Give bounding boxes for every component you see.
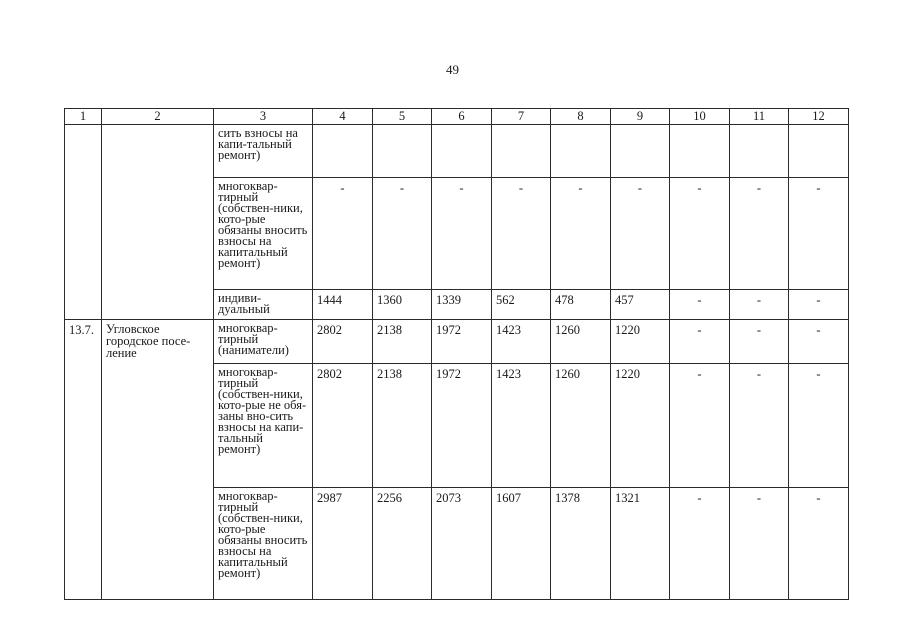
housing-type-cell: многоквар-тирный (собствен-ники, кото-рые не обя-заны вно-сить взносы на капи-тальный ремонт)	[214, 364, 313, 488]
value-cell: 1444	[313, 290, 373, 320]
value-cell: 1378	[551, 488, 611, 600]
value-cell: 1260	[551, 364, 611, 488]
value-cell	[492, 125, 551, 178]
value-cell: -	[730, 488, 789, 600]
value-cell	[611, 125, 670, 178]
header-cell: 5	[373, 109, 432, 125]
location-cell: Угловское городское посе-ление	[102, 320, 214, 600]
value-cell: -	[789, 178, 849, 290]
value-cell: -	[789, 488, 849, 600]
value-cell: 478	[551, 290, 611, 320]
header-cell: 9	[611, 109, 670, 125]
value-cell: 2073	[432, 488, 492, 600]
value-cell: 2256	[373, 488, 432, 600]
value-cell: 1220	[611, 364, 670, 488]
value-cell: 1220	[611, 320, 670, 364]
value-cell: 1607	[492, 488, 551, 600]
value-cell: -	[789, 290, 849, 320]
header-cell: 7	[492, 109, 551, 125]
value-cell: -	[789, 364, 849, 488]
value-cell: -	[670, 290, 730, 320]
header-cell: 12	[789, 109, 849, 125]
value-cell	[432, 125, 492, 178]
value-cell: -	[432, 178, 492, 290]
value-cell: -	[670, 320, 730, 364]
table-row	[65, 320, 849, 364]
value-cell: 457	[611, 290, 670, 320]
value-cell: 1360	[373, 290, 432, 320]
value-cell	[670, 125, 730, 178]
value-cell	[313, 125, 373, 178]
value-cell: 562	[492, 290, 551, 320]
value-cell: 1423	[492, 364, 551, 488]
value-cell: 1972	[432, 364, 492, 488]
value-cell: 2802	[313, 320, 373, 364]
header-cell: 11	[730, 109, 789, 125]
value-cell: 2802	[313, 364, 373, 488]
value-cell: -	[730, 290, 789, 320]
table-row	[65, 125, 849, 178]
housing-type-cell: многоквар-тирный (собствен-ники, кото-рые обязаны вносить взносы на капитальный ремонт)	[214, 488, 313, 600]
header-cell: 10	[670, 109, 730, 125]
value-cell: -	[551, 178, 611, 290]
location-cell	[102, 125, 214, 320]
header-cell: 6	[432, 109, 492, 125]
value-cell	[373, 125, 432, 178]
header-cell: 4	[313, 109, 373, 125]
value-cell: -	[611, 178, 670, 290]
value-cell: -	[373, 178, 432, 290]
value-cell: -	[492, 178, 551, 290]
data-table	[64, 108, 849, 600]
page-number: 49	[446, 62, 459, 77]
header-cell: 8	[551, 109, 611, 125]
value-cell: -	[670, 488, 730, 600]
housing-type-cell: многоквар-тирный (наниматели)	[214, 320, 313, 364]
code-cell	[65, 125, 102, 320]
code-cell: 13.7.	[65, 320, 102, 600]
value-cell: 1972	[432, 320, 492, 364]
value-cell: 2138	[373, 320, 432, 364]
housing-type-cell: многоквар-тирный (собствен-ники, кото-рые обязаны вносить взносы на капитальный ремонт)	[214, 178, 313, 290]
value-cell: -	[789, 320, 849, 364]
value-cell: -	[670, 364, 730, 488]
housing-type-cell: индиви-дуальный	[214, 290, 313, 320]
value-cell: 1339	[432, 290, 492, 320]
value-cell	[730, 125, 789, 178]
value-cell: 2987	[313, 488, 373, 600]
value-cell	[551, 125, 611, 178]
header-cell: 2	[102, 109, 214, 125]
table-header-row	[65, 109, 849, 125]
header-cell: 1	[65, 109, 102, 125]
value-cell: -	[313, 178, 373, 290]
value-cell: -	[670, 178, 730, 290]
value-cell: 1423	[492, 320, 551, 364]
value-cell: -	[730, 364, 789, 488]
value-cell: 2138	[373, 364, 432, 488]
header-cell: 3	[214, 109, 313, 125]
value-cell: -	[730, 178, 789, 290]
housing-type-cell: сить взносы на капи-тальный ремонт)	[214, 125, 313, 178]
value-cell	[789, 125, 849, 178]
value-cell: 1260	[551, 320, 611, 364]
value-cell: -	[730, 320, 789, 364]
value-cell: 1321	[611, 488, 670, 600]
